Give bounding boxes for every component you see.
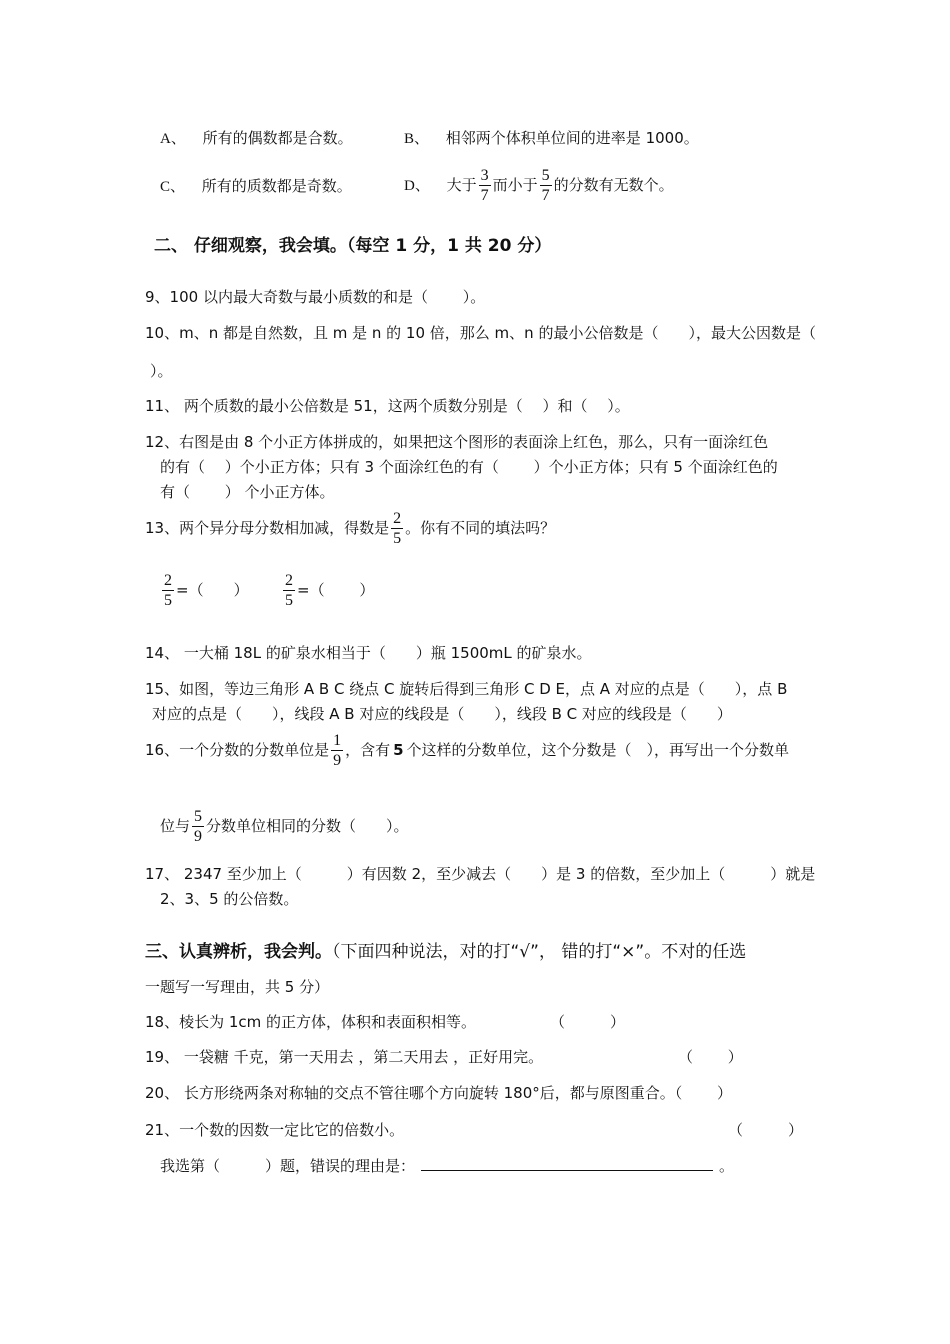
choice-d-post: 的分数有无数个。 xyxy=(553,176,674,194)
choice-d xyxy=(404,163,674,208)
q16-mid-pre: ，含有 xyxy=(345,741,391,759)
q13-eq1 xyxy=(160,568,249,612)
fraction-2-5: $\frac{2}{5}$ xyxy=(393,510,402,547)
q16-count: 5 xyxy=(393,741,404,759)
choice-b xyxy=(404,128,699,149)
section3-title-line2: 一题写一写理由，共 5 分） xyxy=(145,978,330,996)
q10-line1: 10、m、n 都是自然数，且 m 是 n 的 10 倍，那么 m、n 的最小公倍数是（ ），最大公因数是（ xyxy=(145,324,816,342)
q21-answer-paren: （ ） xyxy=(728,1121,804,1139)
choice-c-label: C、 xyxy=(160,179,186,195)
q16-line1 xyxy=(145,728,789,772)
q13-eq2 xyxy=(281,568,374,612)
section2-title: 二、 仔细观察，我会填。（每空 1 分，1 共 20 分） xyxy=(154,236,552,256)
q12-line3: 有（ ） 个小正方体。 xyxy=(160,483,335,501)
fraction-1-9: $\frac{1}{9}$ xyxy=(333,732,342,769)
q18-answer-paren: （ ） xyxy=(550,1013,626,1031)
reason-answer-line[interactable] xyxy=(421,1156,713,1171)
fraction-2-5: $\frac{2}{5}$ xyxy=(285,572,293,609)
choice-c xyxy=(160,176,352,197)
q16-mid-post: 个这样的分数单位，这个分数是（ ），再写出一个分数单 xyxy=(406,741,790,759)
q9: 9、100 以内最大奇数与最小质数的和是（ ）。 xyxy=(145,288,486,306)
section3-title xyxy=(145,942,746,962)
q20-text: 20、 长方形绕两条对称轴的交点不管往哪个方向旋转 180°后，都与原图重合。（ ） xyxy=(145,1084,733,1102)
choice-d-label: D、 xyxy=(404,178,430,194)
choice-b-text: 相邻两个体积单位间的进率是 1000。 xyxy=(445,129,699,147)
q15-line2: 对应的点是（ ），线段 A B 对应的线段是（ ），线段 B C 对应的线段是（ ） xyxy=(152,705,732,723)
q13-post: 。你有不同的填法吗？ xyxy=(405,519,556,537)
choice-c-text: 所有的质数都是奇数。 xyxy=(201,177,352,195)
q11: 11、 两个质数的最小公倍数是 51，这两个质数分别是（ ）和（ ）。 xyxy=(145,397,630,415)
reason-prompt: 我选第（ ）题，错误的理由是： xyxy=(160,1157,416,1175)
q16-line2-post: 分数单位相同的分数（ ）。 xyxy=(206,817,409,835)
choice-d-pre: 大于 xyxy=(446,176,477,194)
choice-a xyxy=(160,128,353,149)
choice-a-label: A、 xyxy=(160,131,186,147)
choice-d-mid: 而小于 xyxy=(492,176,538,194)
q17-line2: 2、3、5 的公倍数。 xyxy=(160,890,299,908)
q10-line2: ）。 xyxy=(150,362,173,380)
q19-text: 19、 一袋糖 千克，第一天用去 ，第二天用去 ，正好用完。 xyxy=(145,1048,544,1066)
q16-line2 xyxy=(160,804,409,848)
q19-answer-paren: （ ） xyxy=(678,1048,743,1066)
choice-b-label: B、 xyxy=(404,131,430,147)
q13-eq1-blank: =（ ） xyxy=(176,581,249,599)
q15-line1: 15、如图，等边三角形 A B C 绕点 C 旋转后得到三角形 C D E，点 A 对应的点是（ ），点 B xyxy=(145,680,788,698)
q16-line2-pre: 位与 xyxy=(160,817,191,835)
section3-title-bold: 三、认真辨析，我会判。 xyxy=(145,942,332,962)
q14: 14、 一大桶 18L 的矿泉水相当于（ ）瓶 1500mL 的矿泉水。 xyxy=(145,644,592,662)
reason-end: 。 xyxy=(719,1157,735,1175)
choice-a-text: 所有的偶数都是合数。 xyxy=(202,129,353,147)
fraction-2-5: $\frac{2}{5}$ xyxy=(164,572,172,609)
q21-text: 21、一个数的因数一定比它的倍数小。 xyxy=(145,1121,405,1139)
q13-pre: 13、两个异分母分数相加减，得数是 xyxy=(145,519,390,537)
fraction-3-7: $\frac{3}{7}$ xyxy=(480,167,489,204)
q12-line1: 12、右图是由 8 个小正方体拼成的，如果把这个图形的表面涂上红色，那么，只有一面涂红色 xyxy=(145,433,769,451)
section3-title-rest: （下面四种说法，对的打“√”， 错的打“×”。不对的任选 xyxy=(332,942,747,962)
q17-line1: 17、 2347 至少加上（ ）有因数 2，至少减去（ ）是 3 的倍数，至少加上（ ）就是 xyxy=(145,865,816,883)
q13 xyxy=(145,506,555,550)
q13-eq2-blank: =（ ） xyxy=(297,581,375,599)
reason-line xyxy=(160,1156,734,1176)
fraction-5-9: $\frac{5}{9}$ xyxy=(194,808,203,845)
fraction-5-7: $\frac{5}{7}$ xyxy=(541,167,550,204)
q16-pre: 16、一个分数的分数单位是 xyxy=(145,741,330,759)
q12-line2: 的有（ ）个小正方体；只有 3 个面涂红色的有（ ）个小正方体；只有 5 个面涂红色的 xyxy=(160,458,778,476)
q18-text: 18、棱长为 1cm 的正方体，体积和表面积相等。 xyxy=(145,1013,477,1031)
